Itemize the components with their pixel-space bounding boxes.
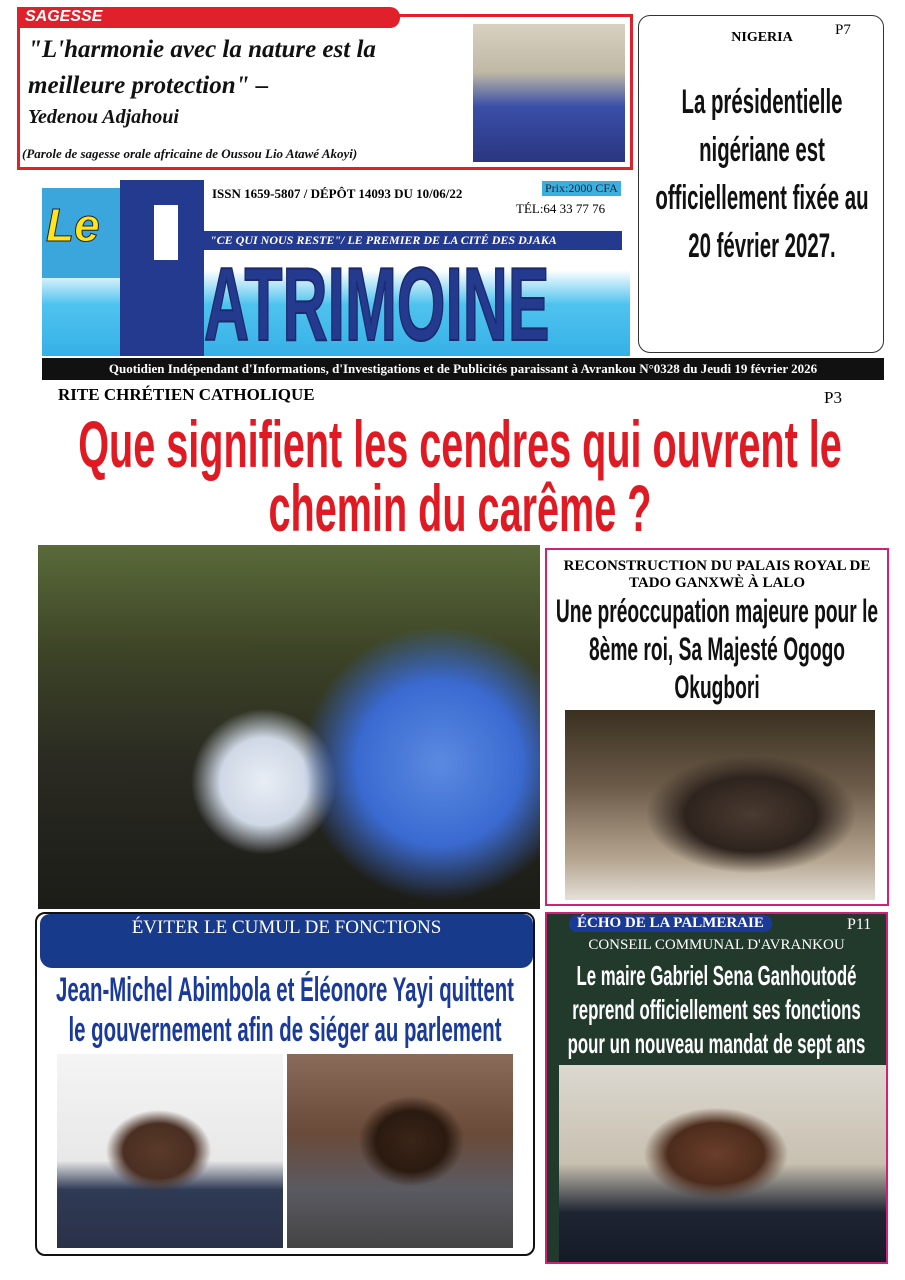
gouvernement-article[interactable] — [35, 912, 535, 1256]
masthead-title: ATRIMOINE — [204, 254, 550, 356]
echo-kicker: CONSEIL COMMUNAL D'AVRANKOU — [588, 937, 845, 953]
masthead-logo — [42, 180, 630, 356]
sagesse-author-photo — [473, 24, 625, 162]
palais-article[interactable] — [545, 548, 889, 906]
masthead-p-counter — [154, 205, 178, 260]
slogan: "CE QUI NOUS RESTE"/ LE PREMIER DE LA CITÉ DES DJAKA — [204, 231, 622, 250]
main-headline[interactable]: Que signifient les cendres qui ouvrent le chemin du carême ? — [78, 407, 842, 545]
abimbola-photo — [57, 1054, 283, 1248]
echo-headline: Le maire Gabriel Sena Ganhoutodé reprend officiellement ses fonctions pour un nouveau mandat de sept ans — [567, 960, 866, 1059]
palais-kicker: RECONSTRUCTION DU PALAIS ROYAL DE TADO GANXWÈ À LALO — [563, 558, 871, 591]
main-page: P3 — [824, 388, 842, 407]
nigeria-article[interactable] — [638, 15, 884, 353]
masthead-le: Le — [46, 199, 100, 251]
gouvernement-kicker: ÉVITER LE CUMUL DE FONCTIONS — [40, 914, 533, 968]
nigeria-label: NIGERIA — [731, 30, 793, 45]
sagesse-author: Yedenou Adjahoui — [28, 106, 179, 128]
mayor-photo — [559, 1065, 886, 1262]
sagesse-tag: SAGESSE — [17, 7, 400, 28]
sagesse-quote: "L'harmonie avec la nature est la meilleure protection" – — [28, 36, 376, 99]
yayi-photo — [287, 1054, 513, 1248]
nigeria-headline: La présidentielle nigériane est officiellement fixée au 20 février 2027. — [655, 83, 869, 265]
price: Prix:2000 CFA — [542, 181, 621, 196]
telephone: TÉL:64 33 77 76 — [516, 201, 606, 216]
issue-strap: Quotidien Indépendant d'Informations, d'Investigations et de Publicités paraissant à Avrankou N°0328 du Jeudi 19 février 2026 — [42, 358, 884, 380]
sagesse-source: (Parole de sagesse orale africaine de Oussou Lio Atawé Akoyi) — [22, 146, 358, 161]
king-photo — [565, 710, 875, 900]
gouvernement-photos — [37, 1050, 533, 1254]
nigeria-page: P7 — [835, 22, 851, 38]
palais-headline: Une préoccupation majeure pour le 8ème roi, Sa Majesté Ogogo Okugbori — [555, 593, 879, 705]
echo-article[interactable] — [545, 912, 888, 1264]
echo-tag: ÉCHO DE LA PALMERAIE — [569, 915, 772, 932]
main-kicker: RITE CHRÉTIEN CATHOLIQUE — [58, 385, 315, 404]
gouvernement-headline: Jean-Michel Abimbola et Éléonore Yayi quittent le gouvernement afin de siéger au parlement — [56, 971, 514, 1049]
issn: ISSN 1659-5807 / DÉPÔT 14093 DU 10/06/22 — [212, 186, 463, 201]
echo-page: P11 — [847, 916, 872, 933]
ash-wednesday-photo — [38, 545, 540, 909]
